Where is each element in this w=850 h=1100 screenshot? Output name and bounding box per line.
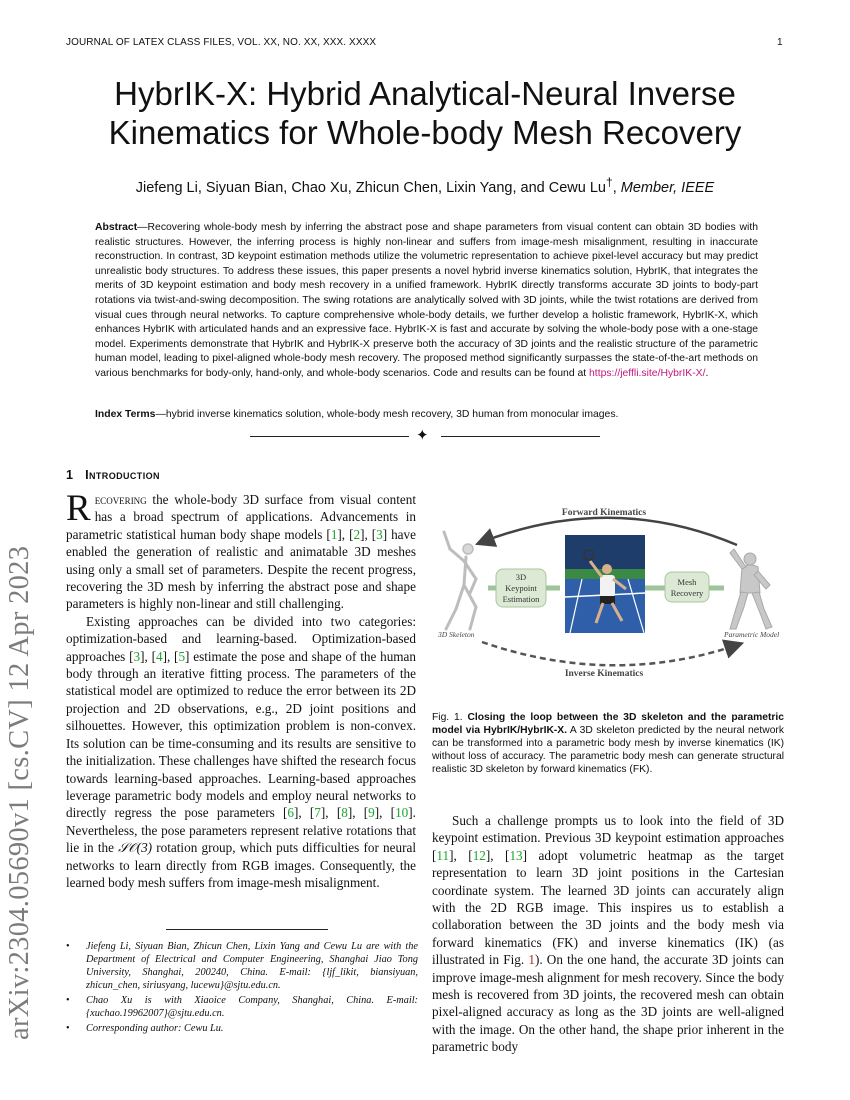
abstract-text: Recovering whole-body mesh by inferring the abstract pose and shape parameters from visual content can obtain 3D bodies with realistic structures. However, the inferring process is highly non-linear and suffers from image-mesh misalignment, resulting in inaccurate reconstruction. In contrast, 3D keypoint estimation methods utilize the volumetric representation to achieve pixel-level accuracy but may predict unrealistic body structures. To address these issues, this paper presents a novel hybrid inverse kinematics solution, HybrIK, that integrates the merits of 3D keypoint estimation and body mesh recovery in a unified framework. HybrIK directly transforms accurate 3D joints to body-part rotations via twist-and-swing decomposition. The swing rotations are analytically solved with 3D joints, while the twist rotations are derived from visual cues through neural networks. To capture comprehensive whole-body details, we further develop a holistic framework, HybrIK-X, which enhances HybrIK with articulated hands and an expressive face. HybrIK-X is fast and accurate by solving the whole-body pose with a one-stage model. Experiments demonstrate that HybrIK and HybrIK-X preserve both the accuracy of 3D joints and the realistic structure of the parametric human model, leading to pixel-aligned whole-body mesh recovery. The proposed method significantly surpasses the state-of-the-art methods on various benchmarks for body-only, hand-only, and whole-body scenarios. Code and results can be found at bbox=[95, 222, 758, 379]
text-run: ] estimate the pose and shape of the human body through an iterative fitting process. The parameters of the statistical model are optimized to reduce the error between its 2D projection and 2D observations, e.g., 2D joint positions and silhouettes. However, this optimization problem is non-convex. Its solution can be time-consuming and its results are sensitive to the initialization. These challenges have shifted the research focus towards learning-based approaches. Learning-based approaches leverage parametric body models and employ neural networks to directly regress the pose parameters [ bbox=[66, 648, 416, 821]
intro-paragraph-1 bbox=[66, 488, 416, 613]
citation-link[interactable]: 6 bbox=[287, 805, 294, 821]
citation-link[interactable]: 7 bbox=[314, 805, 321, 821]
tennis-photo bbox=[565, 535, 645, 633]
membership: Member, IEEE bbox=[620, 179, 715, 196]
drop-cap: R bbox=[66, 488, 91, 529]
box-line: Keypoint bbox=[505, 583, 537, 593]
text-run: rotation group, which puts difficulties for neural networks to learn directly from RGB images. Consequently, the learned body mesh suffers from image-mesh misalignment. bbox=[66, 840, 416, 890]
footnote-text: Corresponding author: Cewu Lu. bbox=[86, 1023, 224, 1034]
text-run: ], [ bbox=[140, 648, 156, 664]
running-header: JOURNAL OF LATEX CLASS FILES, VOL. XX, NO. XX, XXX. XXXX bbox=[66, 37, 377, 48]
citation-link[interactable]: 4 bbox=[155, 648, 163, 664]
text-run: ], [ bbox=[374, 805, 396, 821]
page-number: 1 bbox=[777, 37, 783, 48]
mesh-illustration bbox=[730, 549, 772, 629]
figure-reference-link[interactable]: 1 bbox=[528, 952, 535, 968]
box-line: Estimation bbox=[502, 594, 540, 604]
text-run: ). On the one hand, the accurate 3D joints can improve image-mesh alignment for mesh recovery. Since the body mesh is recovered from 3D joints, the recovered mesh can obtain pixel-aligned accuracy as long as the 3D joints are well-aligned with the image. On the other hand, the shape prior inherent in the parametric body bbox=[432, 952, 784, 1055]
text-run: ], [ bbox=[293, 805, 315, 821]
intro-paragraph-2 bbox=[66, 613, 416, 892]
caption-bold: Closing the loop between the 3D skeleton and the parametric model via HybrIK/HybrIK-X. bbox=[432, 712, 784, 736]
separator-line-right bbox=[441, 436, 600, 437]
abstract bbox=[95, 221, 758, 382]
index-terms-text: hybrid inverse kinematics solution, whole-body mesh recovery, 3D human from monocular images. bbox=[165, 409, 619, 420]
math-so3: 𝒮𝒪(3) bbox=[118, 840, 153, 856]
abstract-end: . bbox=[705, 367, 709, 379]
text-run: ], [ bbox=[347, 805, 369, 821]
citation-link[interactable]: 8 bbox=[341, 805, 348, 821]
footnote-affiliation bbox=[66, 994, 418, 1020]
inverse-kinematics-label: Inverse Kinematics bbox=[564, 669, 644, 679]
index-terms-dash: — bbox=[155, 409, 166, 420]
caption-text: A 3D skeleton predicted by the neural network can be transformed into a parametric body mesh by inverse kinematics (IK) without loss of accuracy. The parametric body mesh can generate structural realistic 3D skeleton by forward kinematics (FK). bbox=[432, 725, 785, 775]
section-title: Introduction bbox=[85, 468, 160, 482]
footnote-text: Jiefeng Li, Siyuan Bian, Zhicun Chen, Lixin Yang and Cewu Lu are with the Department of Electrical and Computer Engineering, Shanghai Jiao Tong University, Shanghai, 200240, China. E-mail: {ljf_likit, biansiyuan, zhicun_chen, siriusyang, lucewu}@sjtu.edu.cn. bbox=[86, 941, 418, 991]
mesh-caption: Parametric Model bbox=[724, 630, 780, 639]
bullet-icon: • bbox=[66, 1023, 70, 1034]
bullet-icon: • bbox=[66, 995, 70, 1006]
text-run: Such a challenge prompts us to look into the field of 3D keypoint estimation. Previous 3D keypoint estimation approaches [ bbox=[432, 813, 784, 863]
citation-link[interactable]: 11 bbox=[436, 847, 450, 863]
figure-caption bbox=[432, 711, 784, 776]
caption-label: Fig. 1. bbox=[432, 712, 463, 723]
citation-link[interactable]: 3 bbox=[376, 526, 383, 542]
footnotes bbox=[66, 940, 418, 1037]
footnote-rule bbox=[166, 929, 328, 930]
citation-link[interactable]: 1 bbox=[330, 526, 338, 542]
text-run: ], [ bbox=[162, 648, 179, 664]
citation-link[interactable]: 5 bbox=[178, 648, 186, 664]
index-terms bbox=[95, 408, 758, 422]
citation-link[interactable]: 12 bbox=[472, 847, 486, 863]
footnote-affiliation bbox=[66, 940, 418, 992]
smallcaps-word: ecovering bbox=[94, 492, 147, 507]
arxiv-stamp: arXiv:2304.05690v1 [cs.CV] 12 Apr 2023 bbox=[4, 545, 35, 1040]
citation-link[interactable]: 13 bbox=[509, 847, 523, 863]
abstract-label: Abstract bbox=[95, 222, 138, 233]
box-line: Recovery bbox=[670, 588, 704, 598]
text-run: the whole-body 3D surface from visual content has a broad spectrum of applications. Advancements in parametric statistical human body shape models [ bbox=[66, 492, 416, 542]
citation-link[interactable]: 9 bbox=[368, 805, 375, 821]
footnote-corresponding bbox=[66, 1022, 418, 1035]
index-terms-label: Index Terms bbox=[95, 409, 156, 420]
left-column bbox=[66, 488, 416, 891]
bullet-icon: • bbox=[66, 941, 70, 952]
text-run: ], [ bbox=[449, 847, 473, 863]
text-run: ], [ bbox=[360, 526, 377, 542]
text-run: ], [ bbox=[337, 526, 354, 542]
citation-link[interactable]: 3 bbox=[133, 648, 141, 664]
author-names: Jiefeng Li, Siyuan Bian, Chao Xu, Zhicun Chen, Lixin Yang, and Cewu Lu bbox=[135, 179, 606, 196]
skeleton-illustration bbox=[444, 532, 476, 629]
figure-1 bbox=[432, 497, 786, 697]
abstract-dash: — bbox=[137, 222, 148, 233]
box-line: Mesh bbox=[677, 577, 697, 587]
right-column bbox=[432, 812, 784, 1056]
citation-link[interactable]: 10 bbox=[395, 805, 409, 821]
author-separator: , bbox=[612, 179, 621, 196]
separator-line-left bbox=[250, 436, 409, 437]
citation-link[interactable]: 2 bbox=[353, 526, 361, 542]
author-list bbox=[60, 175, 790, 196]
box-line: 3D bbox=[515, 572, 527, 582]
text-run: ]. Nevertheless, the pose parameters represent relative rotations that lie in the bbox=[66, 805, 416, 856]
separator-diamond: ✦ bbox=[416, 428, 429, 444]
text-run: ] have enabled the generation of realistic and animatable 3D meshes using only a small set of parameters. Despite the recent progress, recovering the 3D mesh by inferring the abstract pose and shape parameters is highly non-linear and still challenging. bbox=[66, 526, 416, 612]
inverse-kinematics-arrow bbox=[482, 642, 737, 665]
text-run: Existing approaches can be divided into two categories: optimization-based and learning-based. Optimization-based approaches [ bbox=[66, 613, 416, 664]
section-heading bbox=[66, 468, 160, 482]
skeleton-caption: 3D Skeleton bbox=[438, 630, 475, 639]
paper-title: HybrIK-X: Hybrid Analytical-Neural Inverse Kinematics for Whole-body Mesh Recovery bbox=[108, 75, 742, 151]
text-run: ], [ bbox=[320, 805, 342, 821]
project-link[interactable]: https://jeffli.site/HybrIK-X/ bbox=[589, 367, 706, 379]
text-run: ] adopt volumetric heatmap as the target representation to learn 3D joint positions in the Cartesian coordinate system. The learned 3D joints can accurately align with the 2D RGB image. This inspires us to establish a collaboration between the 3D joints and the body mesh via forward kinematics (FK) and inverse kinematics (IK) (as illustrated in Fig. bbox=[432, 847, 784, 968]
section-number: 1 bbox=[66, 468, 74, 482]
text-run: ], [ bbox=[485, 847, 510, 863]
footnote-text: Chao Xu is with Xiaoice Company, Shanghai, China. E-mail: {xuchao.19962007}@sjtu.edu.cn. bbox=[86, 995, 418, 1019]
forward-kinematics-label: Forward Kinematics bbox=[561, 508, 647, 518]
dagger-mark: † bbox=[605, 175, 613, 189]
intro-paragraph-3 bbox=[432, 812, 784, 1056]
